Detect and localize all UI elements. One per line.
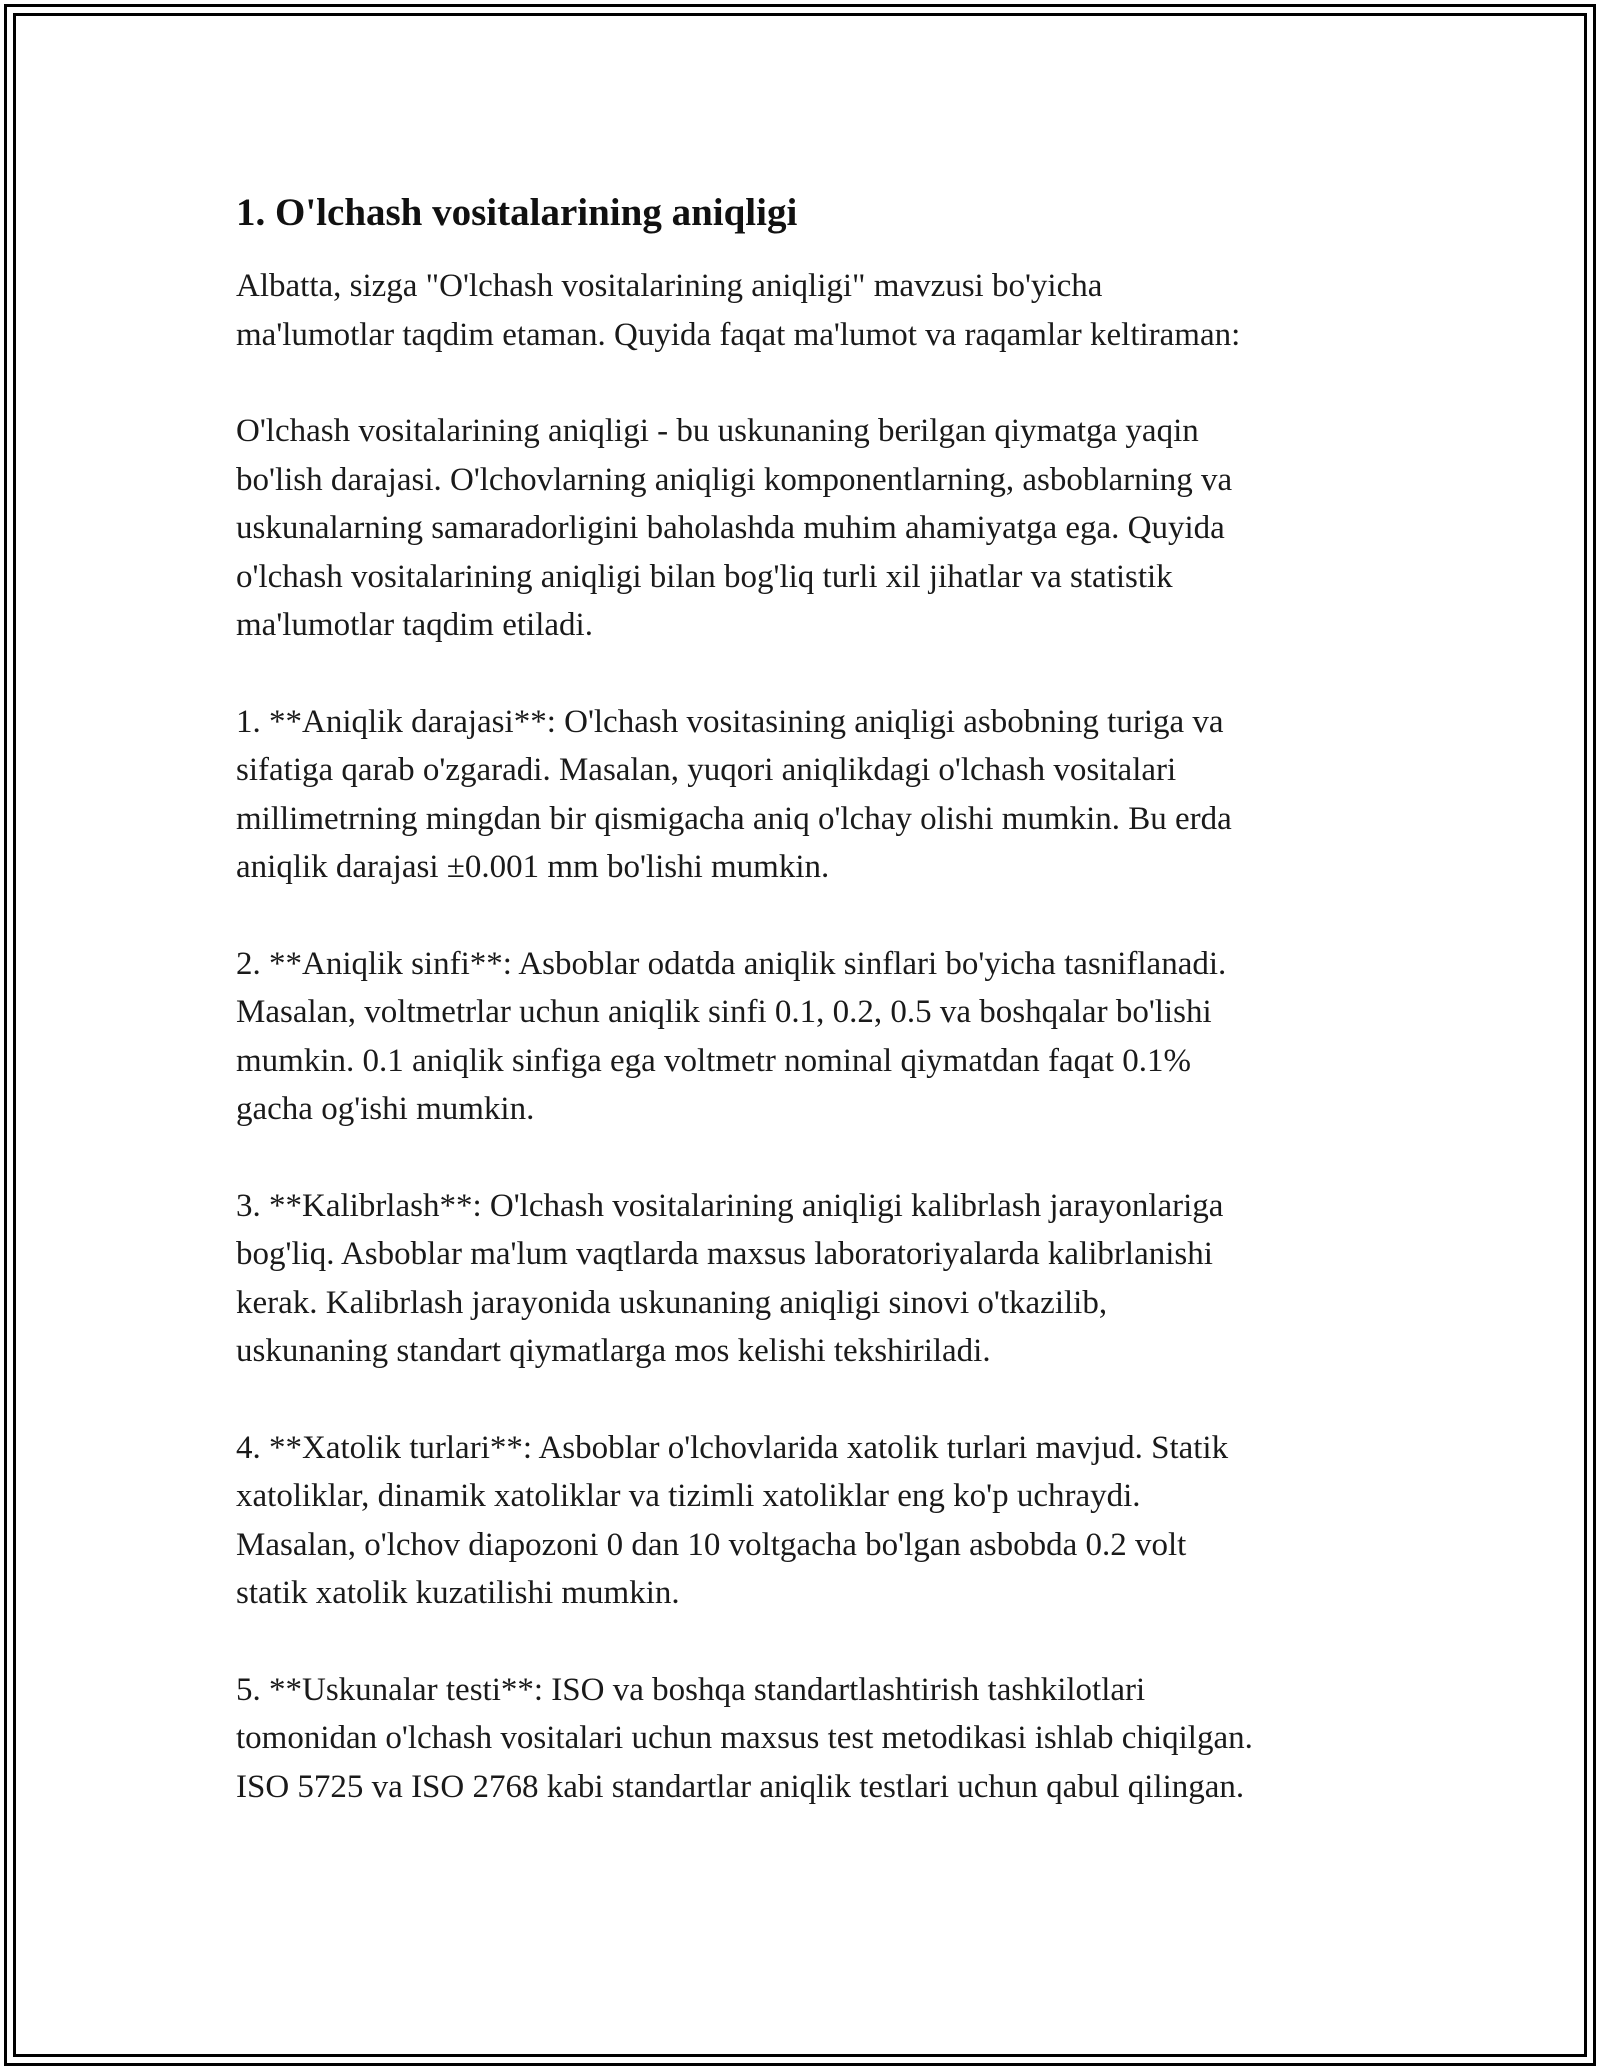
- text-line: sifatiga qarab o'zgaradi. Masalan, yuqori aniqlikdagi o'lchash vositalari: [236, 752, 1177, 788]
- list-item-aniqlik-sinfi: [236, 940, 1386, 1134]
- text-line: mumkin. 0.1 aniqlik sinfiga ega voltmetr nominal qiymatdan faqat 0.1%: [236, 1042, 1191, 1079]
- text-line: Albatta, sizga "O'lchash vositalarining aniqligi" mavzusi bo'yicha: [236, 268, 1103, 304]
- text-line: uskunalarning samaradorligini baholashda muhim ahamiyatga ega. Quyida: [236, 510, 1225, 546]
- text-line: kerak. Kalibrlash jarayonida uskunaning aniqligi sinovi o'tkazilib,: [236, 1284, 1108, 1321]
- text-line: ma'lumotlar taqdim etiladi.: [236, 607, 593, 643]
- list-item-kalibrlash: [236, 1182, 1386, 1376]
- list-item-uskunalar-testi: [236, 1666, 1386, 1812]
- definition-paragraph: [236, 407, 1386, 650]
- text-line: O'lchash vositalarining aniqligi - bu uskunaning berilgan qiymatga yaqin: [236, 413, 1199, 449]
- text-line: ISO 5725 va ISO 2768 kabi standartlar aniqlik testlari uchun qabul qilingan.: [236, 1768, 1245, 1805]
- text-line: tomonidan o'lchash vositalari uchun maxsus test metodikasi ishlab chiqilgan.: [236, 1720, 1253, 1756]
- text-line: uskunaning standart qiymatlarga mos kelishi tekshiriladi.: [236, 1333, 991, 1369]
- document-body: [236, 186, 1386, 1859]
- list-item-xatolik-turlari: [236, 1424, 1386, 1618]
- text-line: 5. **Uskunalar testi**: ISO va boshqa standartlashtirish tashkilotlari: [236, 1671, 1146, 1708]
- list-item-aniqlik-darajasi: [236, 698, 1386, 892]
- text-line: millimetrning mingdan bir qismigacha aniq o'lchay olishi mumkin. Bu erda: [236, 800, 1232, 837]
- text-line: 1. **Aniqlik darajasi**: O'lchash vositasining aniqligi asbobning turiga va: [236, 703, 1224, 740]
- text-line: 3. **Kalibrlash**: O'lchash vositalarining aniqligi kalibrlash jarayonlariga: [236, 1187, 1224, 1224]
- text-line: 2. **Aniqlik sinfi**: Asboblar odatda aniqlik sinflari bo'yicha tasniflanadi.: [236, 945, 1227, 982]
- text-line: 4. **Xatolik turlari**: Asboblar o'lchovlarida xatolik turlari mavjud. Statik: [236, 1429, 1229, 1466]
- text-line: xatoliklar, dinamik xatoliklar va tizimli xatoliklar eng ko'p uchraydi.: [236, 1478, 1141, 1514]
- text-line: aniqlik darajasi ±0.001 mm bo'lishi mumkin.: [236, 849, 830, 885]
- text-line: o'lchash vositalarining aniqligi bilan bog'liq turli xil jihatlar va statistik: [236, 558, 1173, 595]
- text-line: bo'lish darajasi. O'lchovlarning aniqligi komponentlarning, asboblarning va: [236, 461, 1233, 498]
- text-line: gacha og'ishi mumkin.: [236, 1091, 535, 1127]
- text-line: statik xatolik kuzatilishi mumkin.: [236, 1575, 680, 1611]
- text-line: bog'liq. Asboblar ma'lum vaqtlarda maxsus laboratoriyalarda kalibrlanishi: [236, 1236, 1213, 1272]
- text-line: Masalan, o'lchov diapozoni 0 dan 10 voltgacha bo'lgan asbobda 0.2 volt: [236, 1526, 1187, 1563]
- intro-paragraph: [236, 262, 1386, 359]
- document-title: 1. O'lchash vositalarining aniqligi: [236, 191, 798, 234]
- text-line: ma'lumotlar taqdim etaman. Quyida faqat ma'lumot va raqamlar keltiraman:: [236, 316, 1241, 353]
- text-line: Masalan, voltmetrlar uchun aniqlik sinfi 0.1, 0.2, 0.5 va boshqalar bo'lishi: [236, 994, 1212, 1030]
